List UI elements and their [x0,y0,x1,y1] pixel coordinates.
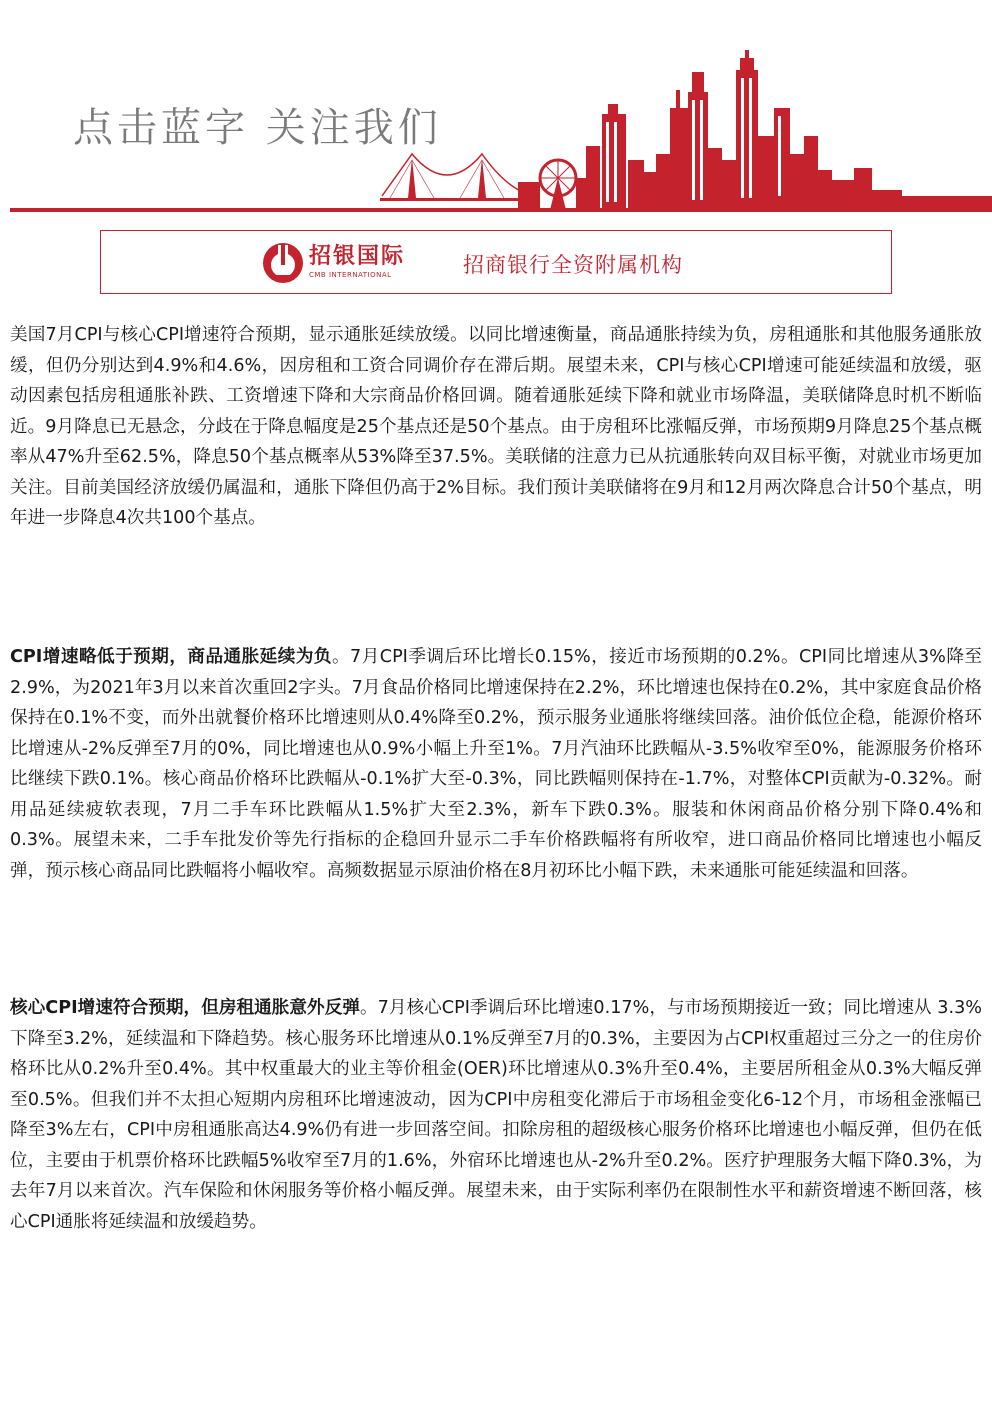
cpi-section-lead: CPI增速略低于预期，商品通胀延续为负 [10,647,332,667]
cmbi-banner [100,230,892,294]
paragraph-body: 美国7月CPI与核心CPI增速符合预期，显示通胀延续放缓。以同比增速衡量，商品通胀持续为负，房租通胀和其他服务通胀放缓，但仍分别达到4.9%和4.6%，因房租和工资合同调价存在滞后期。展望未来，CPI与核心CPI增速可能延续温和放缓，驱动因素包括房租通胀补跌、工资增速下降和大宗商品价格回调。随着通胀延续下降和就业市场降温，美联储降息时机不断临近。9月降息已无悬念，分歧在于降息幅度是25个基点还是50个基点。由于房租环比涨幅反弹，市场预期9月降息25个基点概率从47%升至62.5%，降息50个基点概率从53%降至37.5%。美联储的注意力已从抗通胀转向双目标平衡，对就业市场更加关注。目前美国经济放缓仍属温和，通胀下降但仍高于2%目标。我们预计美联储将在9月和12月两次降息合计50个基点，明年进一步降息4次共100个基点。 [10,325,982,528]
city-skyline-illustration [380,50,992,212]
follow-us-heading[interactable]: 点击蓝字 关注我们 [73,105,442,151]
page-header [0,0,992,215]
cpi-section-paragraph [10,642,982,886]
header-divider [10,208,980,212]
summary-paragraph [10,320,982,534]
core-cpi-section-lead: 核心CPI增速符合预期，但房租通胀意外反弹 [10,998,360,1018]
logo-english-name: CMB INTERNATIONAL [309,271,392,279]
core-cpi-section-paragraph [10,993,982,1237]
paragraph-body: 。7月CPI季调后环比增长0.15%，接近市场预期的0.2%。CPI同比增速从3%降至2.9%，为2021年3月以来首次重回2字头。7月食品价格同比增速保持在2.2%，环比增速也保持在0.2%，其中家庭食品价格保持在0.1%不变，而外出就餐价格环比增速则从0.4%降至0.2%，预示服务业通胀将继续回落。油价低位企稳，能源价格环比增速从-2%反弹至7月的0%，同比增速也从0.9%小幅上升至1%。7月汽油环比跌幅从-3.5%收窄至0%，能源服务价格环比继续下跌0.1%。核心商品价格环比跌幅从-0.1%扩大至-0.3%，同比跌幅则保持在-1.7%，对整体CPI贡献为-0.32%。耐用品延续疲软表现，7月二手车环比跌幅从1.5%扩大至2.3%，新车下跌0.3%。服装和休闲商品价格分别下降0.4%和0.3%。展望未来，二手车批发价等先行指标的企稳回升显示二手车价格跌幅将有所收窄，进口商品价格同比增速也小幅反弹，预示核心商品同比跌幅将小幅收窄。高频数据显示原油价格在8月初环比小幅下跌，未来通胀可能延续温和回落。 [10,647,982,881]
cmb-logo-icon [261,241,305,285]
banner-tagline: 招商银行全资附属机构 [463,253,683,277]
logo-name: 招银国际 [309,244,406,269]
paragraph-body: 。7月核心CPI季调后环比增速0.17%，与市场预期接近一致；同比增速从 3.3%下降至3.2%，延续温和下降趋势。核心服务环比增速从0.1%反弹至7月的0.3%，主要因为占CPI权重超过三分之一的住房价格环比从0.2%升至0.4%。其中权重最大的业主等价租金(OER)环比增速从0.3%升至0.4%，主要居所租金从0.3%大幅反弹至0.5%。但我们并不太担心短期内房租环比增速波动，因为CPI中房租变化滞后于市场租金变化6-12个月，市场租金涨幅已降至3%左右，CPI中房租通胀高达4.9%仍有进一步回落空间。扣除房租的超级核心服务价格环比增速也小幅反弹，但仍在低位，主要由于机票价格环比跌幅5%收窄至7月的1.6%，外宿环比增速也从-2%升至0.2%。医疗护理服务大幅下降0.3%，为去年7月以来首次。汽车保险和休闲服务等价格小幅反弹。展望未来，由于实际利率仍在限制性水平和薪资增速不断回落，核心CPI通胀将延续温和放缓趋势。 [10,998,982,1232]
